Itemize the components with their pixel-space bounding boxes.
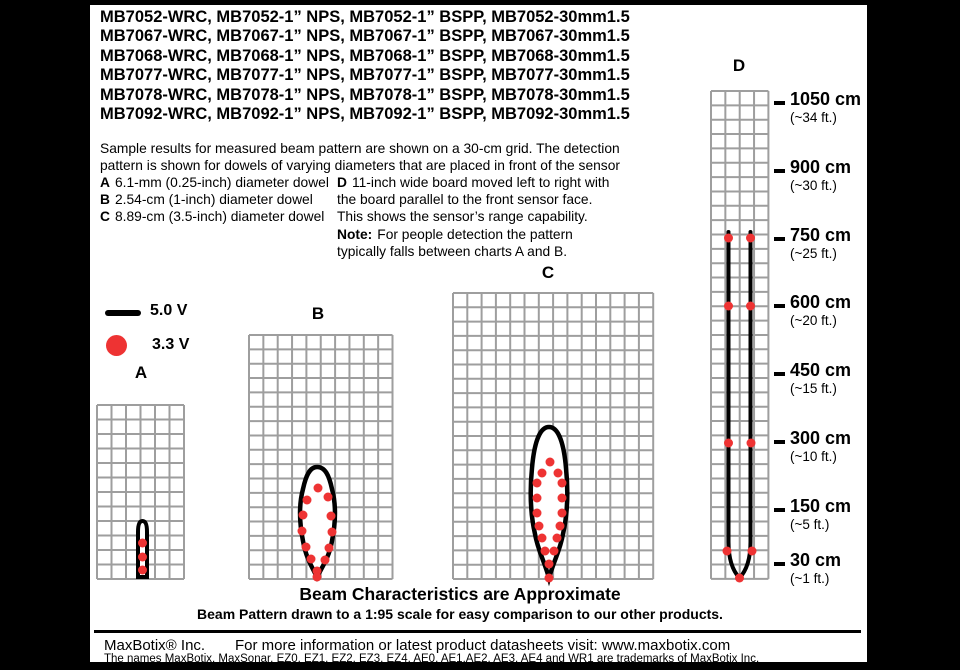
beam-chart-a xyxy=(96,404,185,580)
beam-grid-svg-a xyxy=(96,404,185,580)
item-text: This shows the sensor’s range capability. xyxy=(337,209,588,225)
scale-cm-label: 1050 cm xyxy=(790,89,862,109)
detection-dot-3v3 xyxy=(307,555,316,564)
detection-dot-3v3 xyxy=(553,534,562,543)
detection-dot-3v3 xyxy=(538,534,547,543)
scale-entry-30 xyxy=(790,551,900,586)
scale-tick xyxy=(774,440,785,444)
detection-dot-3v3 xyxy=(313,573,322,582)
scale-entry-150 xyxy=(790,497,900,532)
list-item-a xyxy=(100,174,329,191)
item-key: B xyxy=(100,192,110,208)
detection-dot-3v3 xyxy=(538,469,547,478)
product-model-header xyxy=(100,8,630,124)
scale-ft-label: (~5 ft.) xyxy=(790,516,830,532)
legend-3v3-label: 3.3 V xyxy=(152,336,190,353)
item-key: D xyxy=(337,175,347,190)
scale-tick xyxy=(774,101,785,105)
legend-5v-label: 5.0 V xyxy=(150,302,188,319)
detection-dot-3v3 xyxy=(533,509,542,518)
detection-dot-3v3 xyxy=(321,556,330,565)
scale-entry-600 xyxy=(790,293,900,328)
detection-dot-3v3 xyxy=(328,528,337,537)
note-line xyxy=(337,226,609,243)
detection-dot-3v3 xyxy=(535,522,544,531)
detection-dot-3v3 xyxy=(533,494,542,503)
detection-dot-3v3 xyxy=(138,539,147,548)
scale-cm-label: 30 cm xyxy=(790,550,842,570)
detection-dot-3v3 xyxy=(533,479,542,488)
detection-dot-3v3 xyxy=(314,484,323,493)
footer-info-text: For more information or latest product datasheets visit: www.maxbotix.com xyxy=(235,637,731,654)
product-line: MB7052-WRC, MB7052-1” NPS, MB7052-1” BSPP, MB7052-30mm1.5 xyxy=(100,8,630,26)
scale-tick xyxy=(774,169,785,173)
note-text: For people detection the pattern xyxy=(377,226,573,242)
target-list-abc xyxy=(100,174,329,226)
footer-divider xyxy=(94,630,861,633)
company-name: MaxBotix® Inc. xyxy=(104,637,206,654)
detection-dot-3v3 xyxy=(723,547,732,556)
scale-cm-label: 150 cm xyxy=(790,496,852,516)
beam-chart-b xyxy=(248,334,394,580)
item-key: C xyxy=(100,209,110,225)
product-line: MB7068-WRC, MB7068-1” NPS, MB7068-1” BSPP, MB7068-30mm1.5 xyxy=(100,46,630,65)
scale-ft-label: (~1 ft.) xyxy=(790,570,830,586)
detection-dot-3v3 xyxy=(298,527,307,536)
trademark-text: The names MaxBotix, MaxSonar, EZ0, EZ1, EZ2, EZ3, EZ4, AE0, AE1,AE2, AE3, AE4 and WR1 are trademarks of MaxBotix Inc. xyxy=(104,653,760,665)
detection-dot-3v3 xyxy=(327,512,336,521)
legend-dot-swatch xyxy=(106,335,127,356)
note-text: typically falls between charts A and B. xyxy=(337,243,568,259)
intro-paragraph xyxy=(100,140,620,174)
scale-ratio-note: Beam Pattern drawn to a 1:95 scale for easy comparison to our other products. xyxy=(197,606,723,622)
target-list-d xyxy=(337,174,609,260)
detection-dot-3v3 xyxy=(746,302,755,311)
scale-ft-label: (~30 ft.) xyxy=(790,177,837,193)
intro-line: pattern is shown for dowels of varying diameters that are placed in front of the sensor xyxy=(100,158,620,174)
item-key: A xyxy=(100,175,110,190)
product-line: MB7067-WRC, MB7067-1” NPS, MB7067-1” BSPP, MB7067-30mm1.5 xyxy=(100,27,630,46)
list-item-d xyxy=(337,174,609,191)
detection-dot-3v3 xyxy=(554,469,563,478)
chart-label-d: D xyxy=(732,56,746,75)
detection-dot-3v3 xyxy=(748,547,757,556)
scale-tick xyxy=(774,562,785,566)
scale-entry-450 xyxy=(790,361,900,396)
chart-label-c: C xyxy=(541,263,555,282)
scale-cm-label: 600 cm xyxy=(790,292,852,312)
detection-dot-3v3 xyxy=(138,566,147,575)
detection-dot-3v3 xyxy=(546,458,555,467)
approximate-note: Beam Characteristics are Approximate xyxy=(299,584,621,604)
beam-grid-svg-c xyxy=(452,292,654,580)
item-text: the board parallel to the front sensor face. xyxy=(337,192,593,208)
scale-tick xyxy=(774,237,785,241)
intro-line: Sample results for measured beam pattern are shown on a 30-cm grid. The detection xyxy=(100,141,620,156)
scale-ft-label: (~10 ft.) xyxy=(790,448,837,464)
beam-outline-5v xyxy=(300,467,335,577)
chart-label-b: B xyxy=(311,304,325,323)
scale-entry-300 xyxy=(790,429,900,464)
product-line: MB7092-WRC, MB7092-1” NPS, MB7092-1” BSPP, MB7092-30mm1.5 xyxy=(100,105,630,124)
list-item-b xyxy=(100,191,329,208)
beam-outline-5v xyxy=(740,232,751,578)
detection-dot-3v3 xyxy=(556,522,565,531)
detection-dot-3v3 xyxy=(303,496,312,505)
detection-dot-3v3 xyxy=(724,439,733,448)
legend-line-swatch xyxy=(105,310,141,316)
scale-ft-label: (~25 ft.) xyxy=(790,245,837,261)
detection-dot-3v3 xyxy=(325,544,334,553)
scale-entry-750 xyxy=(790,226,900,261)
detection-dot-3v3 xyxy=(138,553,147,562)
scale-ft-label: (~15 ft.) xyxy=(790,380,837,396)
detection-dot-3v3 xyxy=(724,234,733,243)
beam-outline-5v xyxy=(729,232,740,578)
product-line: MB7077-WRC, MB7077-1” NPS, MB7077-1” BSPP, MB7077-30mm1.5 xyxy=(100,66,630,85)
scale-entry-1050 xyxy=(790,90,900,125)
document-page xyxy=(90,5,867,665)
beam-chart-d xyxy=(710,90,769,580)
detection-dot-3v3 xyxy=(724,302,733,311)
detection-dot-3v3 xyxy=(545,560,554,569)
detection-dot-3v3 xyxy=(299,511,308,520)
detection-dot-3v3 xyxy=(746,234,755,243)
scale-cm-label: 450 cm xyxy=(790,360,852,380)
list-item-c xyxy=(100,208,329,225)
scale-cm-label: 900 cm xyxy=(790,157,852,177)
detection-dot-3v3 xyxy=(550,547,559,556)
detection-dot-3v3 xyxy=(558,494,567,503)
detection-dot-3v3 xyxy=(541,547,550,556)
scale-cm-label: 300 cm xyxy=(790,428,852,448)
detection-dot-3v3 xyxy=(545,574,554,583)
chart-label-a: A xyxy=(134,363,148,382)
scale-tick xyxy=(774,304,785,308)
detection-dot-3v3 xyxy=(558,509,567,518)
scale-entry-900 xyxy=(790,158,900,193)
scale-cm-label: 750 cm xyxy=(790,225,852,245)
item-text: 8.89-cm (3.5-inch) diameter dowel xyxy=(114,209,325,225)
scale-ft-label: (~34 ft.) xyxy=(790,109,837,125)
scale-tick xyxy=(774,372,785,376)
detection-dot-3v3 xyxy=(735,574,744,583)
detection-dot-3v3 xyxy=(558,479,567,488)
item-text: 11-inch wide board moved left to right with xyxy=(351,175,610,190)
item-text: 2.54-cm (1-inch) diameter dowel xyxy=(114,192,313,208)
scale-ft-label: (~20 ft.) xyxy=(790,312,837,328)
detection-dot-3v3 xyxy=(324,493,333,502)
note-label: Note: xyxy=(337,226,373,242)
detection-dot-3v3 xyxy=(747,439,756,448)
scale-tick xyxy=(774,508,785,512)
beam-chart-c xyxy=(452,292,654,580)
product-line: MB7078-WRC, MB7078-1” NPS, MB7078-1” BSPP, MB7078-30mm1.5 xyxy=(100,85,630,104)
item-text: 6.1-mm (0.25-inch) diameter dowel xyxy=(114,175,329,190)
detection-dot-3v3 xyxy=(302,543,311,552)
beam-grid-svg-b xyxy=(248,334,394,580)
beam-grid-svg-d xyxy=(710,90,769,580)
beam-outline-5v xyxy=(531,427,567,578)
